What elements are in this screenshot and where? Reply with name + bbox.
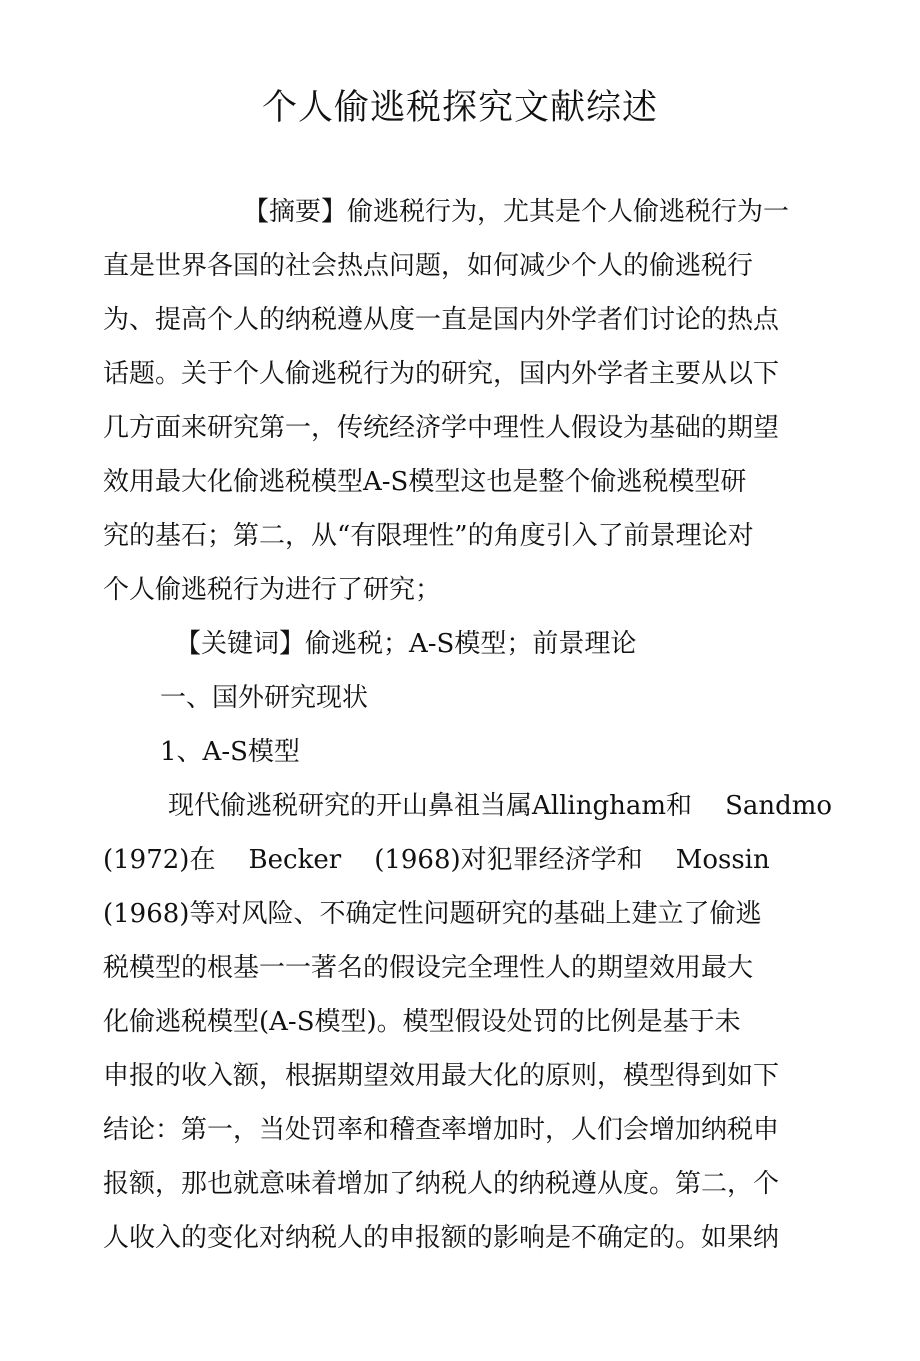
subsection-heading: 1、A-S模型 (160, 737, 300, 767)
abstract-line: 究的基石；第二，从“有限理性”的角度引入了前景理论对 (103, 521, 754, 551)
body-line: (1968)等对风险、不确定性问题研究的基础上建立了偷逃 (103, 899, 762, 929)
abstract-line: 几方面来研究第一，传统经济学中理性人假设为基础的期望 (103, 413, 780, 443)
section-heading: 一、国外研究现状 (160, 683, 369, 713)
body-line: 报额，那也就意味着增加了纳税人的纳税遵从度。第二，个 (103, 1169, 780, 1199)
abstract-line: 为、提高个人的纳税遵从度一直是国内外学者们讨论的热点 (103, 305, 780, 335)
abstract-line: 【摘要】偷逃税行为，尤其是个人偷逃税行为一 (243, 197, 790, 227)
document-title: 个人偷逃税探究文献综述 (261, 88, 658, 128)
body-line: 化偷逃税模型(A-S模型)。模型假设处罚的比例是基于未 (103, 1007, 741, 1037)
body-line: 结论：第一，当处罚率和稽查率增加时，人们会增加纳税申 (103, 1115, 780, 1145)
abstract-line: 个人偷逃税行为进行了研究； (103, 575, 442, 605)
body-line: (1972)在 Becker (1968)对犯罪经济学和 Mossin (103, 845, 770, 875)
body-line: 人收入的变化对纳税人的申报额的影响是不确定的。如果纳 (103, 1223, 780, 1253)
abstract-line: 效用最大化偷逃税模型A-S模型这也是整个偷逃税模型研 (103, 467, 747, 497)
abstract-line: 话题。关于个人偷逃税行为的研究，国内外学者主要从以下 (103, 359, 780, 389)
body-line: 现代偷逃税研究的开山鼻祖当属Allingham和 Sandmo (168, 791, 833, 821)
abstract-line: 直是世界各国的社会热点问题，如何减少个人的偷逃税行 (103, 251, 754, 281)
body-line: 申报的收入额，根据期望效用最大化的原则，模型得到如下 (103, 1061, 780, 1091)
body-line: 税模型的根基一一著名的假设完全理性人的期望效用最大 (103, 953, 754, 983)
keywords: 【关键词】偷逃税；A-S模型；前景理论 (175, 629, 637, 659)
